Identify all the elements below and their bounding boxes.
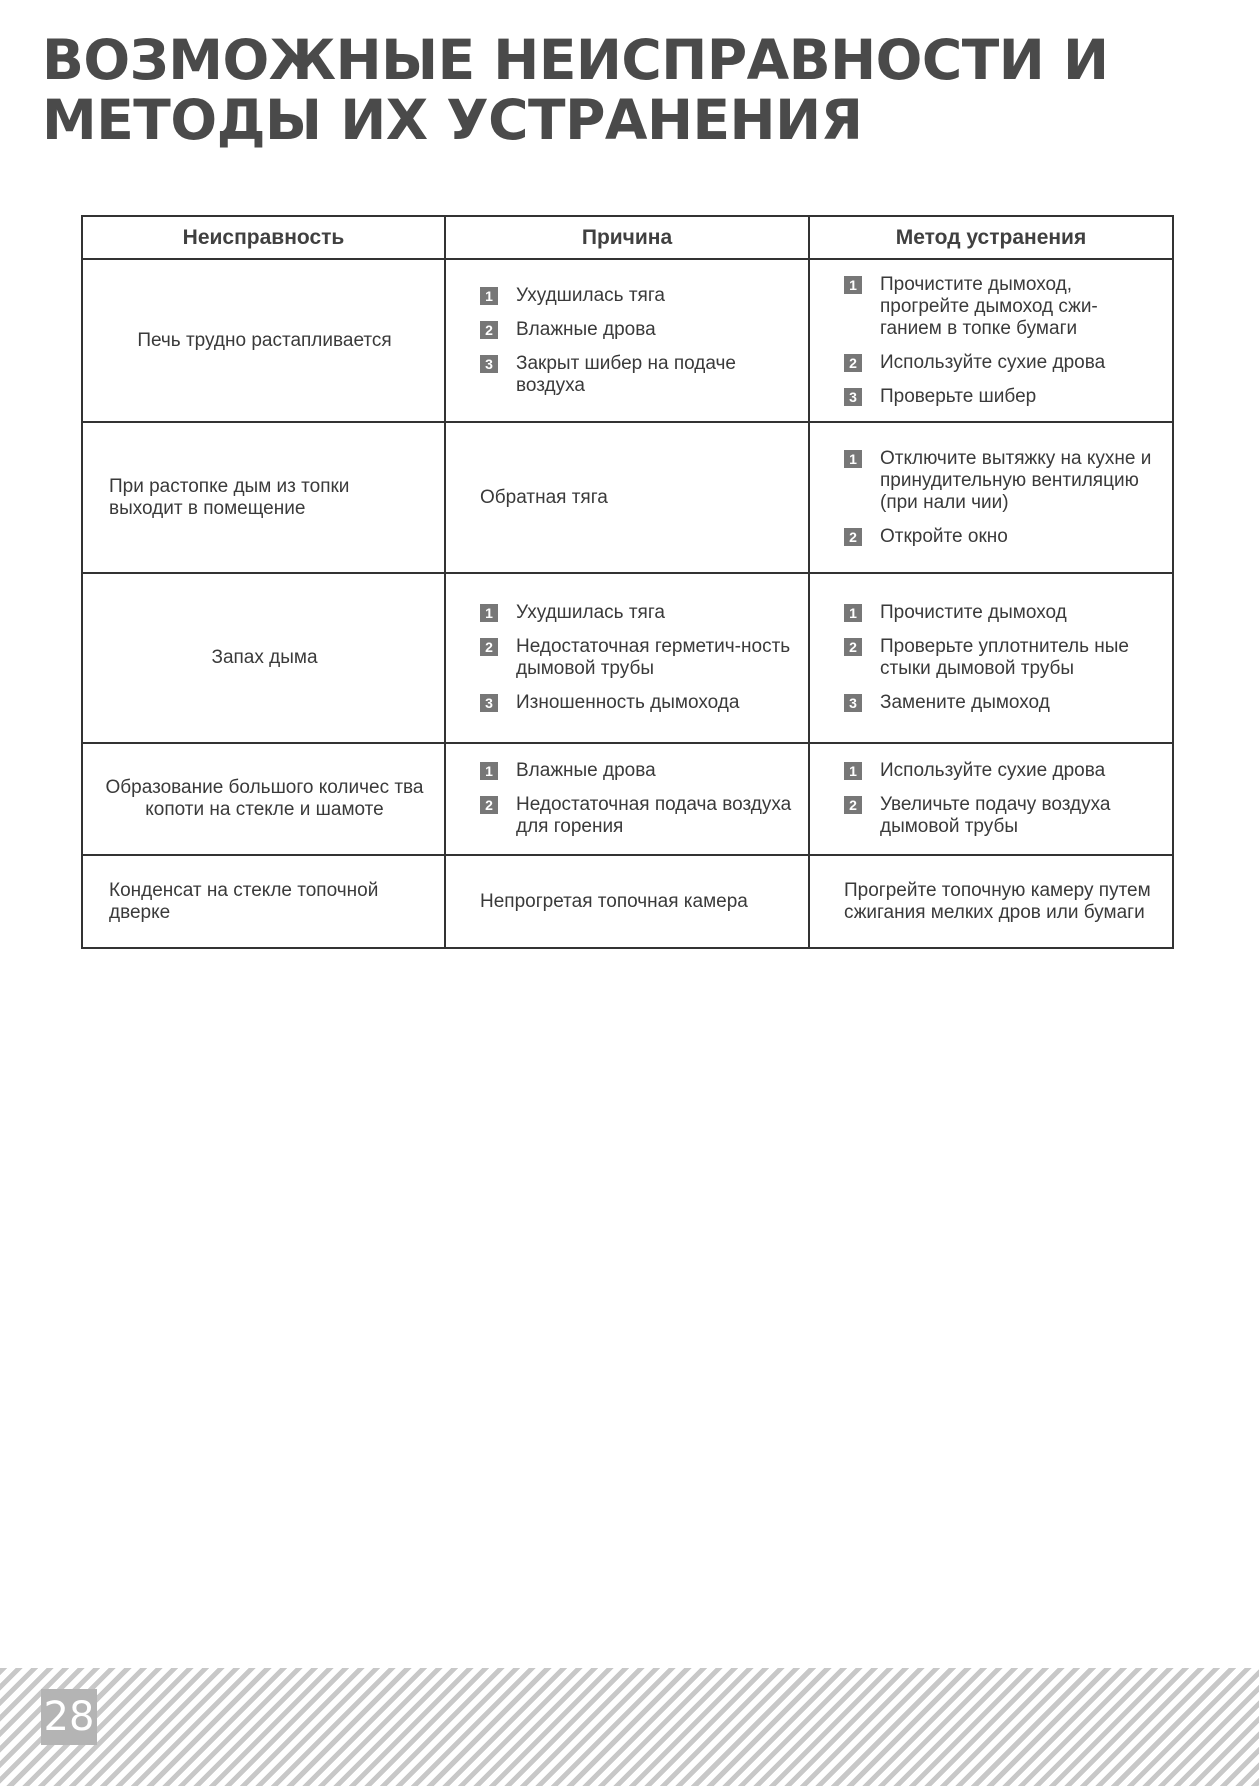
list-item (480, 686, 794, 720)
fault-cell: При растопке дым из топки выходит в помещение (82, 422, 445, 573)
cause-cell (445, 743, 809, 855)
list-item (844, 346, 1158, 380)
page-title-line-1: ВОЗМОЖНЫЕ НЕИСПРАВНОСТИ И (42, 28, 1109, 92)
remedy-cell (809, 422, 1173, 573)
cause-cell (445, 573, 809, 743)
number-badge: 2 (844, 528, 862, 546)
item-text: Влажные дрова (516, 318, 656, 340)
table-row (82, 743, 1173, 855)
cause-list (446, 590, 808, 726)
item-text: Закрыт шибер на подаче воздуха (516, 352, 736, 396)
item-text: Влажные дрова (516, 760, 656, 781)
item-text: Недостаточная подача воздуха для горения (516, 794, 792, 837)
number-badge: 3 (480, 355, 498, 373)
list-item (480, 788, 794, 844)
list-item (480, 313, 794, 347)
list-item (844, 596, 1158, 630)
item-text: Прочистите дымоход (880, 602, 1067, 623)
number-badge: 1 (844, 276, 862, 294)
list-item (844, 754, 1158, 788)
remedy-list (810, 748, 1172, 850)
table-header-row (82, 216, 1173, 259)
list-item (480, 347, 794, 403)
number-badge: 3 (844, 388, 862, 406)
item-text: Откройте окно (880, 525, 1008, 547)
remedy-list (810, 590, 1172, 726)
item-text: Используйте сухие дрова (880, 760, 1106, 781)
header-remedy: Метод устранения (809, 216, 1173, 259)
troubleshooting-table (81, 215, 1174, 949)
remedy-list (810, 262, 1172, 420)
remedy-list (810, 436, 1172, 560)
item-text: Проверьте уплотнитель ные стыки дымовой трубы (880, 636, 1130, 679)
item-text: Отключите вытяжку на кухне и принудительную вентиляцию (при нали чии) (880, 447, 1152, 513)
footer-stripes (0, 1668, 1259, 1786)
number-badge: 1 (480, 604, 498, 622)
remedy-cell: Прогрейте топочную камеру путем сжигания мелких дров или бумаги (809, 855, 1173, 948)
fault-cell: Печь трудно растапливается (82, 259, 445, 422)
remedy-cell (809, 259, 1173, 422)
cause-cell: Обратная тяга (445, 422, 809, 573)
list-item (844, 380, 1158, 414)
fault-cell: Образование большого количес тва копоти на стекле и шамоте (82, 743, 445, 855)
number-badge: 3 (480, 694, 498, 712)
fault-cell: Запах дыма (82, 573, 445, 743)
number-badge: 2 (480, 638, 498, 656)
number-badge: 2 (844, 638, 862, 656)
list-item (480, 754, 794, 788)
page-number: 28 (41, 1689, 97, 1745)
item-text: Прочистите дымоход, прогрейте дымоход сжи-ганием в топке бумаги (880, 273, 1098, 339)
page-title-line-2: МЕТОДЫ ИХ УСТРАНЕНИЯ (42, 88, 863, 152)
fault-cell: Конденсат на стекле топочной дверке (82, 855, 445, 948)
list-item (480, 596, 794, 630)
cause-list (446, 273, 808, 409)
number-badge: 1 (844, 762, 862, 780)
number-badge: 2 (844, 354, 862, 372)
number-badge: 2 (480, 796, 498, 814)
item-text: Изношенность дымохода (516, 692, 740, 713)
item-text: Недостаточная герметич-ность дымовой трубы (516, 636, 791, 679)
list-item (844, 442, 1158, 520)
number-badge: 2 (480, 321, 498, 339)
number-badge: 3 (844, 694, 862, 712)
item-text: Увеличьте подачу воздуха дымовой трубы (880, 794, 1111, 837)
list-item (844, 268, 1158, 346)
header-fault: Неисправность (82, 216, 445, 259)
list-item (844, 788, 1158, 844)
header-cause: Причина (445, 216, 809, 259)
item-text: Ухудшилась тяга (516, 602, 665, 623)
number-badge: 2 (844, 796, 862, 814)
table-row (82, 259, 1173, 422)
list-item (844, 686, 1158, 720)
item-text: Используйте сухие дрова (880, 351, 1106, 373)
item-text: Ухудшилась тяга (516, 284, 665, 306)
item-text: Проверьте шибер (880, 385, 1037, 407)
table-row (82, 855, 1173, 948)
cause-list (446, 748, 808, 850)
table-row (82, 422, 1173, 573)
cause-cell (445, 259, 809, 422)
item-text: Замените дымоход (880, 692, 1050, 713)
page-title (42, 30, 1222, 150)
number-badge: 1 (844, 450, 862, 468)
table-row (82, 573, 1173, 743)
list-item (844, 520, 1158, 554)
remedy-cell (809, 743, 1173, 855)
list-item (480, 630, 794, 686)
list-item (844, 630, 1158, 686)
number-badge: 1 (480, 287, 498, 305)
number-badge: 1 (480, 762, 498, 780)
list-item (480, 279, 794, 313)
number-badge: 1 (844, 604, 862, 622)
remedy-cell (809, 573, 1173, 743)
cause-cell: Непрогретая топочная камера (445, 855, 809, 948)
